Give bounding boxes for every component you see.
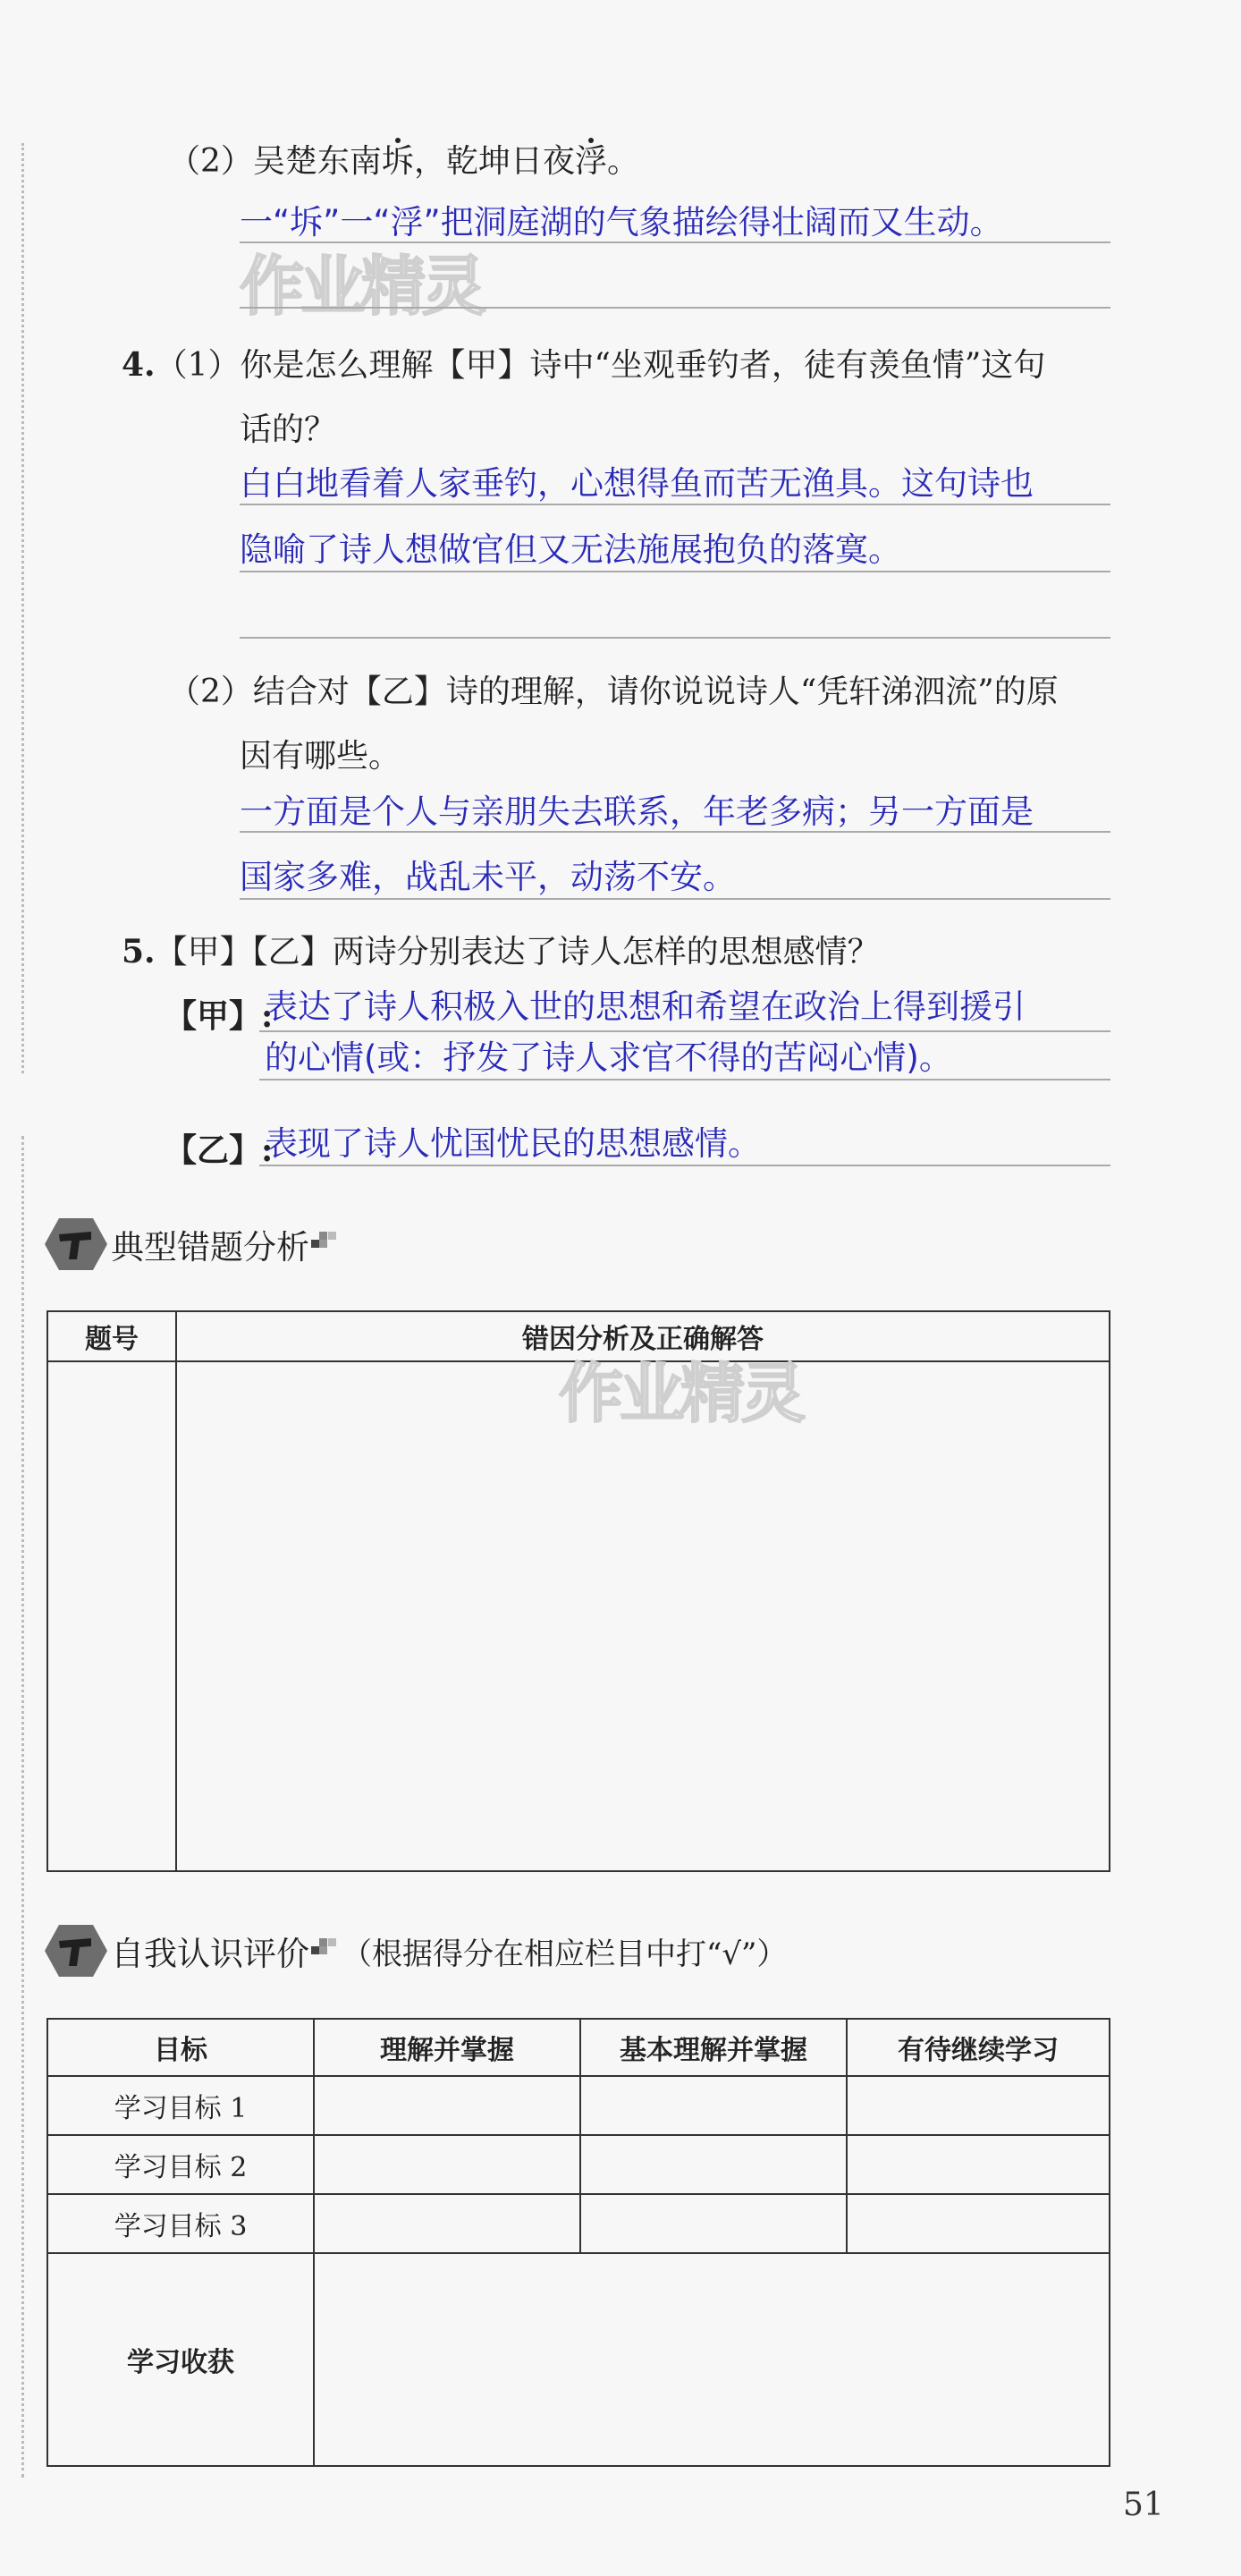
check-cell[interactable] — [847, 2194, 1110, 2253]
q4-part1-answer-line2: 隐喻了诗人想做官但又无法施展抱负的落寞。 — [240, 530, 901, 569]
q3-part2-label: （2） — [168, 143, 253, 180]
q4-part2-question-line2: 因有哪些。 — [240, 738, 401, 775]
binding-margin-bottom — [21, 1136, 24, 2478]
q5-jia-label: 【甲】: — [165, 997, 274, 1035]
check-cell[interactable] — [314, 2135, 580, 2194]
error-analysis-title: 典型错题分析 — [111, 1228, 309, 1267]
q5-yi-label: 【乙】: — [165, 1131, 274, 1169]
q3-emph-char-1: 坼 — [381, 143, 414, 180]
q4-part2-text: 结合对【乙】诗的理解，请你说说诗人“凭轩涕泗流”的原 — [252, 674, 1059, 710]
pixel-decoration-icon — [311, 1937, 338, 1964]
section-t-icon — [45, 1216, 107, 1272]
harvest-label: 学习收获 — [47, 2253, 314, 2466]
col-error-analysis: 错因分析及正确解答 — [176, 1311, 1110, 1361]
q4-number: 4. — [122, 346, 156, 384]
page-number: 51 — [1123, 2487, 1164, 2523]
q4-part2-question-line1 — [168, 666, 1059, 712]
check-cell[interactable] — [847, 2076, 1110, 2135]
check-cell[interactable] — [580, 2135, 847, 2194]
q4-part1-question-line1 — [122, 340, 1045, 386]
answer-line — [259, 1079, 1110, 1080]
self-eval-note: （根据得分在相应栏目中打“√”） — [342, 1936, 788, 1972]
analysis-cell[interactable] — [176, 1361, 1110, 1871]
answer-line — [240, 571, 1110, 572]
check-cell[interactable] — [580, 2194, 847, 2253]
q4-part1-text: 你是怎么理解【甲】诗中“坐观垂钓者，徒有羡鱼情”这句 — [240, 347, 1046, 384]
q4-part1-label: （1） — [155, 347, 241, 384]
check-cell[interactable] — [847, 2135, 1110, 2194]
answer-line — [240, 504, 1110, 505]
check-cell[interactable] — [580, 2076, 847, 2135]
q5-jia-answer-line2: 的心情(或：抒发了诗人求官不得的苦闷心情)。 — [265, 1038, 952, 1077]
q3-part2-answer: 一“坼”一“浮”把洞庭湖的气象描绘得壮阔而又生动。 — [240, 203, 1003, 242]
pixel-decoration-icon — [311, 1231, 338, 1258]
q5-jia-answer-line1: 表达了诗人积极入世的思想和希望在政治上得到援引 — [265, 987, 1026, 1026]
watermark: 作业精灵 — [240, 249, 484, 324]
q3-text-1: 吴楚东南 — [252, 143, 382, 180]
q3-text-2: ，乾坤日夜 — [413, 143, 575, 180]
q3-text-3: 。 — [606, 143, 639, 180]
self-eval-table — [46, 2018, 1110, 2467]
answer-line — [240, 831, 1110, 833]
q5-yi-answer: 表现了诗人忧国忧民的思想感情。 — [265, 1124, 761, 1163]
header-need-study: 有待继续学习 — [847, 2019, 1110, 2076]
goal-label: 学习目标 3 — [47, 2194, 314, 2253]
self-eval-header — [45, 1923, 787, 1979]
watermark-table: 作业精灵 — [559, 1356, 803, 1431]
check-cell[interactable] — [314, 2194, 580, 2253]
q4-part1-question-line2: 话的？ — [240, 411, 337, 448]
binding-margin-top — [21, 143, 24, 1073]
answer-line — [259, 1165, 1110, 1166]
answer-line — [240, 307, 1110, 309]
goal-label: 学习目标 2 — [47, 2135, 314, 2194]
question-number-cell[interactable] — [47, 1361, 176, 1871]
goal-label: 学习目标 1 — [47, 2076, 314, 2135]
q4-part1-answer-line1: 白白地看着人家垂钓，心想得鱼而苦无渔具。这句诗也 — [240, 464, 1034, 503]
error-analysis-header — [45, 1216, 338, 1272]
q4-part2-answer-line1: 一方面是个人与亲朋失去联系，年老多病；另一方面是 — [240, 792, 1034, 831]
q4-part2-label: （2） — [168, 674, 253, 710]
q5-number: 5. — [122, 933, 156, 970]
answer-line — [240, 898, 1110, 900]
self-eval-title: 自我认识评价 — [111, 1935, 309, 1973]
q3-part2-question — [168, 136, 639, 182]
check-cell[interactable] — [314, 2076, 580, 2135]
header-goal: 目标 — [47, 2019, 314, 2076]
header-basic-understand: 基本理解并掌握 — [580, 2019, 847, 2076]
header-understand: 理解并掌握 — [314, 2019, 580, 2076]
q3-emph-char-2: 浮 — [574, 143, 607, 180]
harvest-cell[interactable] — [314, 2253, 1110, 2466]
section-t-icon — [45, 1923, 107, 1979]
q5-text: 【甲】【乙】两诗分别表达了诗人怎样的思想感情？ — [155, 934, 880, 970]
answer-line — [240, 637, 1110, 639]
q5-question — [122, 927, 880, 972]
q4-part2-answer-line2: 国家多难，战乱未平，动荡不安。 — [240, 858, 736, 896]
col-question-number: 题号 — [47, 1311, 176, 1361]
